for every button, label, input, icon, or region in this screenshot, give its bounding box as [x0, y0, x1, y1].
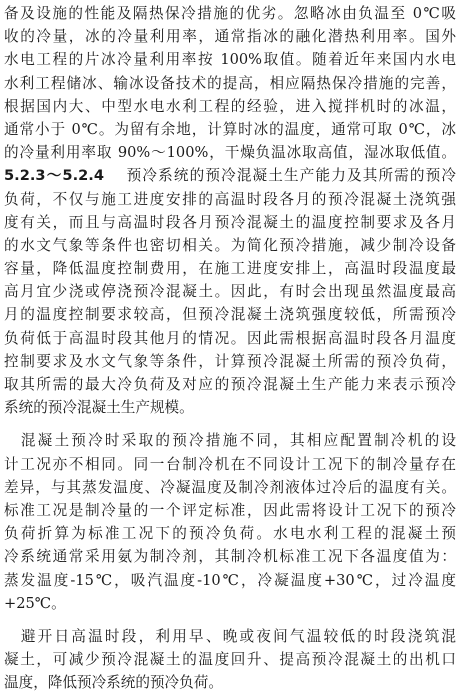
text-line: 度有关，而且与高温时段各月预冷混凝土的温度控制要求及各月: [4, 213, 456, 231]
text-line: 月的温度控制要求较高，但预冷混凝土浇筑强度较低，所需预冷: [4, 306, 456, 324]
text-line: 容量，降低温度控制费用，在施工进度安排上，高温时段温度最: [4, 260, 456, 278]
text-line: 水利工程储冰、输冰设备技术的提高，相应隔热保冷措施的完善，: [4, 74, 456, 92]
text-line: 的水文气象等条件也密切相关。为简化预冷措施，减少制冷设备: [4, 236, 456, 254]
text-line: 负荷低于高温时段其他月的情况。因此需根据高温时段各月温度: [4, 329, 456, 347]
text-line: 标准工况是制冷量的一个评定标准，因此需将设计工况下的预冷: [4, 501, 456, 519]
text-line: 蒸发温度-15℃，吸汽温度-10℃，冷凝温度+30℃，过冷温度: [4, 571, 456, 589]
paragraph-refrigeration: [4, 429, 456, 615]
text-line: 预冷系统的预冷混凝土生产能力及其所需的预冷: [126, 167, 456, 185]
text-line: 收的冷量，冰的冷量利用率，通常指冰的融化潜热利用率。国外: [4, 28, 456, 46]
text-line: 计工况亦不相同。同一台制冷机在不同设计工况下的制冷量存在: [4, 455, 456, 473]
text-line: 的冷量利用率取 90%～100%，干燥负温冰取高值，湿冰取低值。: [4, 144, 456, 162]
text-line: 避开日高温时段，利用早、晚或夜间气温较低的时段浇筑混: [4, 627, 456, 645]
text-line: 负荷折算为标准工况下的预冷负荷。水电水利工程的混凝土预: [4, 525, 456, 543]
paragraph-gap: [4, 419, 456, 429]
text-line: 系统的预冷混凝土生产规模。: [4, 399, 194, 417]
text-line: 根据国内大、中型水电水利工程的经验，进入搅拌机时的冰温，: [4, 97, 456, 115]
text-line: 控制要求及水文气象等条件，计算预冷混凝土所需的预冷负荷，: [4, 352, 456, 370]
text-line: 冷系统通常采用氨为制冷剂，其制冷机标准工况下各温度值为：: [4, 548, 456, 566]
paragraph-gap: [4, 615, 456, 625]
section-number: 5.2.3～5.2.4: [4, 167, 104, 185]
paragraph-pouring-timing: [4, 625, 456, 695]
text-line: 混凝土预冷时采取的预冷措施不同，其相应配置制冷机的设: [4, 432, 456, 450]
text-line: 差异，与其蒸发温度、冷凝温度及制冷剂液体过冷后的温度有关。: [4, 478, 456, 496]
text-line: +25℃。: [4, 594, 66, 612]
text-line: 凝土，可减少预冷混凝土的温度回升、提高预冷混凝土的出机口: [4, 651, 456, 669]
text-line: 高月宜少浇或停浇预冷混凝土。因此，有时会出现虽然温度最高: [4, 283, 456, 301]
section-heading-line: [4, 164, 456, 187]
paragraph-ice-cooling: [4, 2, 456, 164]
text-line: 水电工程的片冰冷量利用率按 100%取值。随着近年来国内水电: [4, 51, 456, 69]
text-line: 取其所需的最大冷负荷及对应的预冷混凝土生产能力来表示预冷: [4, 376, 456, 393]
document-page: [4, 2, 456, 694]
text-line: 负荷，不仅与施工进度安排的高温时段各月的预冷混凝土浇筑强: [4, 190, 456, 208]
text-line: 通常小于 0℃。为留有余地，计算时冰的温度，通常可取 0℃，冰: [4, 120, 456, 138]
paragraph-section-5-2-3: [4, 164, 456, 419]
text-line: 备及设施的性能及隔热保冷措施的优劣。忽略冰由负温至 0℃吸: [4, 5, 456, 22]
text-line: 温度，降低预冷系统的预冷负荷。: [4, 674, 223, 692]
